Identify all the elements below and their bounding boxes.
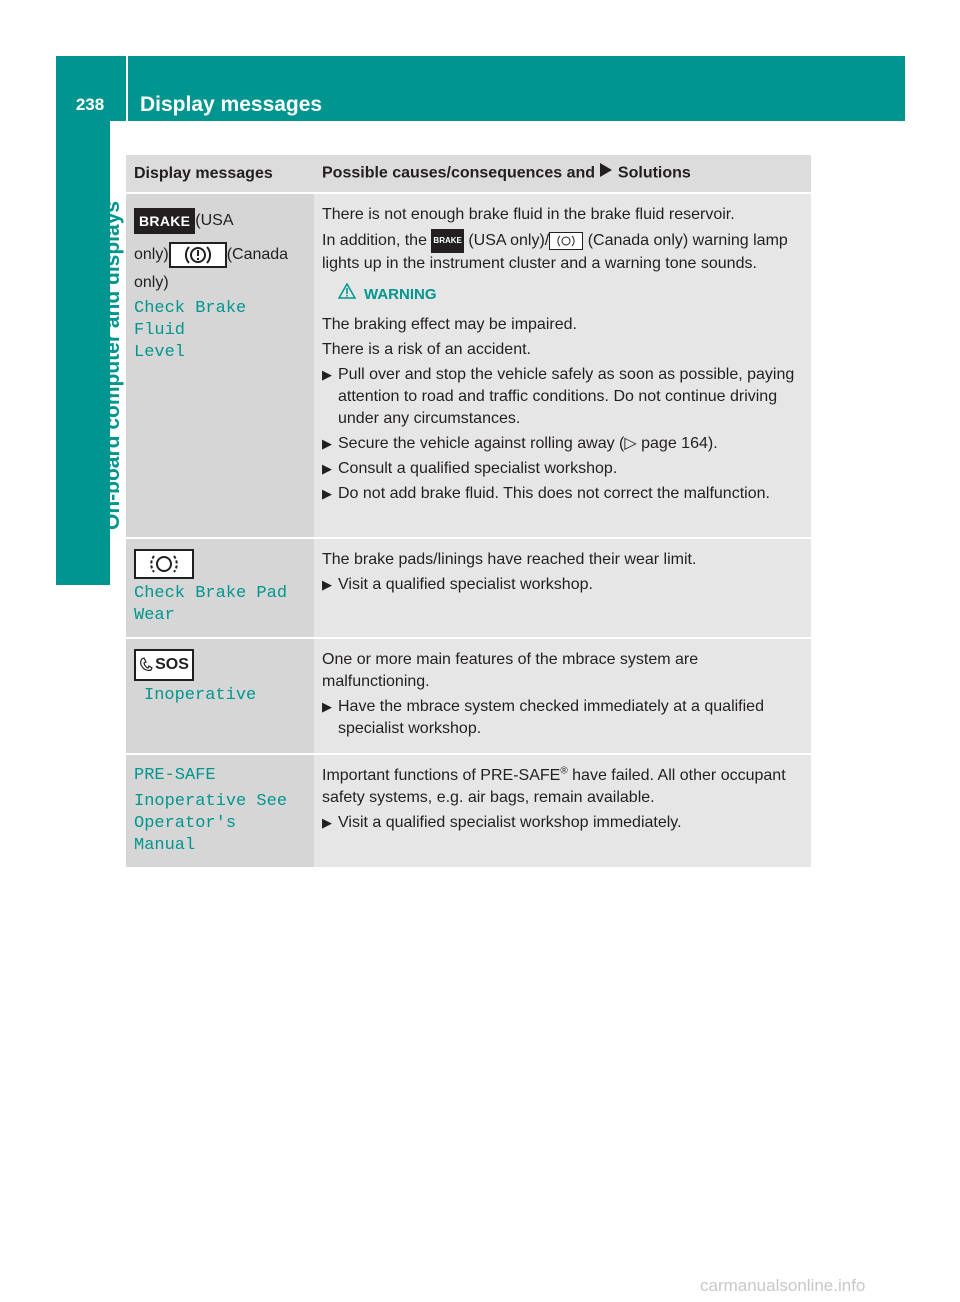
section-label: On-board computer and displays: [101, 200, 124, 530]
table-row: [126, 755, 811, 869]
registered-mark: ®: [560, 765, 568, 777]
table-row: [126, 194, 811, 539]
cause-text-part: In addition, the: [322, 232, 427, 250]
step-arrow-icon: ▶: [322, 461, 332, 476]
display-text-line: Level: [134, 343, 186, 362]
display-message-cell: [126, 755, 314, 869]
brake-circle-warning-icon-small: [549, 232, 583, 250]
header-divider: [126, 56, 128, 121]
page-number: 238: [75, 95, 105, 114]
col-header-causes-text: Possible causes/consequences and: [322, 164, 596, 182]
display-text-line: Wear: [134, 606, 175, 625]
cause-text-part: have failed. All other occupant safety systems, e.g. air bags, remain available.: [322, 767, 786, 806]
brake-pad-wear-icon: [134, 549, 194, 579]
solution-step: [322, 574, 803, 596]
solution-text[interactable]: Secure the vehicle against rolling away (▷ page 164).: [338, 435, 718, 452]
display-message-cell: [126, 539, 314, 639]
display-text-line: Check Brake Pad: [134, 584, 288, 603]
brake-circle-warning-icon: [169, 242, 227, 268]
col-header-causes: [314, 155, 811, 194]
display-text-line: Check Brake Fluid: [134, 299, 247, 340]
col-header-display-messages: Display messages: [126, 155, 314, 194]
only-label-2: only): [134, 274, 169, 291]
step-arrow-icon: ▶: [322, 436, 332, 451]
solution-text: Consult a qualified specialist workshop.: [338, 460, 618, 477]
solution-step: [322, 458, 803, 480]
brake-warning-icon: BRAKE: [134, 208, 195, 234]
display-messages-table: [126, 155, 811, 869]
sos-label: SOS: [155, 656, 189, 673]
cause-text-2: [322, 229, 803, 275]
display-text-line: Operator's Manual: [134, 814, 237, 855]
causes-solutions-cell: [314, 539, 811, 639]
display-text-line: PRE-SAFE: [134, 766, 216, 785]
cause-text-part: (USA only)/: [468, 232, 550, 250]
display-message-cell: [126, 639, 314, 755]
warning-text: The braking effect may be impaired.: [322, 316, 577, 333]
solution-step: [322, 483, 803, 505]
solution-text: Visit a qualified specialist workshop.: [338, 576, 593, 593]
causes-solutions-cell: [314, 755, 811, 869]
solution-text: Visit a qualified specialist workshop immediately.: [338, 814, 682, 831]
solution-text: Do not add brake fluid. This does not correct the malfunction.: [338, 485, 770, 502]
display-message-cell: [126, 194, 314, 539]
table-row: [126, 639, 811, 755]
cause-text-part: (Canada only) warning lamp lights up in the instrument cluster and a warning tone sounds.: [322, 232, 788, 272]
col-header-solutions-text: Solutions: [617, 164, 691, 182]
solution-text: Pull over and stop the vehicle safely as soon as possible, paying attention to road and traffic conditions. Do not continue driving under any circumstances.: [338, 366, 795, 427]
cause-text: One or more main features of the mbrace system are malfunctioning.: [322, 651, 699, 690]
brake-warning-icon-small: BRAKE: [431, 229, 463, 253]
step-arrow-icon: ▶: [322, 577, 332, 592]
usa-label: (USA: [195, 212, 234, 229]
display-text-line: Inoperative: [144, 686, 257, 705]
step-arrow-icon: ▶: [322, 699, 332, 714]
warning-label: WARNING: [364, 285, 437, 303]
causes-solutions-cell: [314, 194, 811, 539]
canada-label: (Canada: [226, 246, 289, 263]
cause-text: [322, 765, 803, 809]
table-row: [126, 539, 811, 639]
cause-text: There is not enough brake fluid in the brake fluid reservoir.: [322, 206, 735, 223]
page-header: [56, 56, 905, 121]
step-arrow-icon: ▶: [322, 486, 332, 501]
page-title: Display messages: [140, 93, 323, 116]
solution-step: [322, 433, 803, 455]
footer-watermark: carmanualsonline.info: [700, 1276, 866, 1295]
cause-text-part: Important functions of PRE-SAFE: [322, 767, 561, 784]
causes-solutions-cell: [314, 639, 811, 755]
solution-text: Have the mbrace system checked immediately at a qualified specialist workshop.: [338, 698, 764, 737]
step-arrow-icon: ▶: [322, 815, 332, 830]
step-arrow-icon: ▶: [322, 367, 332, 382]
solution-step: [322, 364, 803, 430]
cause-text: The brake pads/linings have reached their wear limit.: [322, 551, 697, 568]
play-arrow-icon: [599, 162, 613, 185]
warning-triangle-icon: [338, 283, 356, 306]
solution-step: [322, 696, 803, 740]
table-header-row: [126, 155, 811, 194]
solution-step: [322, 812, 803, 834]
only-label: only): [134, 246, 169, 263]
warning-text: There is a risk of an accident.: [322, 341, 531, 358]
sos-phone-icon: [134, 649, 194, 681]
display-text-line: Inoperative See: [134, 792, 288, 811]
warning-heading: [338, 283, 803, 306]
